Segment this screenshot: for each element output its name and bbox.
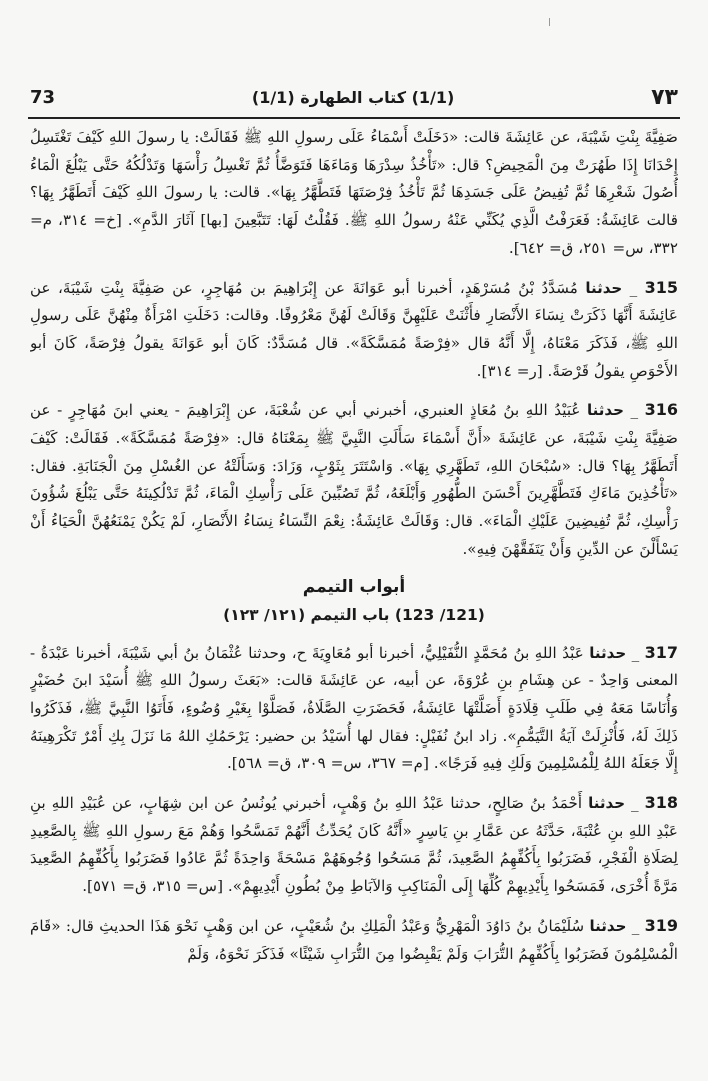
hadith-319: 319 _ حدثنا سُلَيْمَانُ بنُ دَاوُدَ الْمَهْرِيُّ وَعَبْدُ الْمَلِكِ بنُ شُعَيْبٍ، عن ابن وَهْبٍ نَحْوَ هَذَا الحديثِ قال: «قَامَ الْمُسْلِمُونَ فَضَرَبُوا بِأَكُفِّهِمُ التُّرَابَ وَلَمْ يَقْبِضُوا مِنَ التُّرَابِ شَيْئًا» فَذَكَرَ نَحْوَهُ، وَلَمْ [30, 915, 678, 963]
running-title: (1/1) كتاب الطهارة (1/1) [251, 87, 455, 107]
hadith-315: 315 _ حدثنا مُسَدَّدُ بْنُ مُسَرْهَدٍ، أخبرنا أبو عَوَانَةَ عن إِبْرَاهِيمَ بن مُهَاجِرٍ، عن صَفِيَّةَ بِنْتِ شَيْبَةَ، عن عَائِشَةَ أَنَّهَا ذَكَرَتْ نِسَاءَ الأَنْصَارِ فأَثْنَتْ عَلَيْهِنَّ وَقَالَتْ لَهُنَّ مَعْرُوفًا. وقالت: دَخَلَتِ امْرَأَةٌ مِنْهُنَّ عَلَى رسولِ اللهِ ﷺ، فَذَكَرَ مَعْنَاهُ، إِلَّا أَنَّهُ قال «فِرْصَةً مُمَسَّكَةً». قال مُسَدَّدٌ: كَانَ أبو عَوَانَةَ يقولُ فِرْصَةً، كَانَ أبو الأَحْوَصِ يقولُ قَرْصَةً. [ر= ٣١٤]. [30, 277, 678, 380]
header-rule [28, 117, 680, 119]
haddathana-keyword: حدثنا [585, 278, 623, 297]
hadith-316: 316 _ حدثنا عُبَيْدُ اللهِ بنُ مُعَاذٍ العنبري، أخبرني أبي عن شُعْبَةَ، عن إِبْرَاهِيمَ - يعني ابنَ مُهَاجِرٍ - عن صَفِيَّةَ بِنْتِ شَيْبَةَ، عن عَائِشَةَ «أَنَّ أَسْمَاءَ سَأَلَتِ النَّبِيَّ ﷺ بِمَعْنَاهُ قال: «فِرْصَةً مُمَسَّكَةً». فَقَالَتْ: كَيْفَ أَتَطَهَّرُ بِهَا؟ قال: «سُبْحَانَ اللهِ، تَطَهَّرِي بِهَا». وَاسْتَتَرَ بِثَوْبٍ، وَزَادَ: وَسَأَلَتْهُ عن الغُسْلِ مِنَ الْجَنَابَةِ. فقال: «تَأْخُذِينَ مَاءَكِ فَتَطَّهَّرِينَ أَحْسَنَ الطُّهُورِ وَأَبْلَغَهُ، ثُمَّ تَصُبِّينَ عَلَى رَأْسِكِ الْمَاءَ، ثُمَّ تَدْلُكِينَهُ حَتَّى يَبْلُغَ شُؤُونَ رَأْسِكِ، ثُمَّ تُفِيضِينَ عَلَيْكِ الْمَاءَ». قال: وَقَالَتْ عَائِشَةُ: نِعْمَ النِّسَاءُ نِسَاءُ الأَنْصَارِ، لَمْ يَكُنْ يَمْنَعُهُنَّ الْحَيَاءُ أَنْ يَسْأَلْنَ عن الدِّينِ وَأَنْ يَتَفَقَّهْنَ فِيهِ». [30, 400, 678, 558]
section-title: أبواب التيمم [302, 576, 406, 597]
hadith-text: عُبَيْدُ اللهِ بنُ مُعَاذٍ العنبري، أخبرني أبي عن شُعْبَةَ، عن إِبْرَاهِيمَ - يعني ابنَ مُهَاجِرٍ - عن صَفِيَّةَ بِنْتِ شَيْبَةَ، عن عَائِشَةَ «أَنَّ أَسْمَاءَ سَأَلَتِ النَّبِيَّ ﷺ بِمَعْنَاهُ قال: «فِرْصَةً مُمَسَّكَةً». فَقَالَتْ: كَيْفَ أَتَطَهَّرُ بِهَا؟ قال: «سُبْحَانَ اللهِ، تَطَهَّرِي بِهَا». وَاسْتَتَرَ بِثَوْبٍ، وَزَادَ: وَسَأَلَتْهُ عن الغُسْلِ مِنَ الْجَنَابَةِ. فقال: «تَأْخُذِينَ مَاءَكِ فَتَطَّهَّرِينَ أَحْسَنَ الطُّهُورِ وَأَبْلَغَهُ، ثُمَّ تَصُبِّينَ عَلَى رَأْسِكِ الْمَاءَ، ثُمَّ تَدْلُكِينَهُ حَتَّى يَبْلُغَ شُؤُونَ رَأْسِكِ، ثُمَّ تُفِيضِينَ عَلَيْكِ الْمَاءَ». قال: وَقَالَتْ عَائِشَةُ: نِعْمَ النِّسَاءُ نِسَاءُ الأَنْصَارِ، لَمْ يَكُنْ يَمْنَعُهُنَّ الْحَيَاءُ أَنْ يَسْأَلْنَ عن الدِّينِ وَأَنْ يَتَفَقَّهْنَ فِيهِ». [30, 401, 678, 558]
hadith-number: 319 [644, 915, 678, 935]
haddathana-keyword: حدثنا [587, 401, 624, 420]
hadith-text: عَبْدُ اللهِ بنُ مُحَمَّدٍ النُّفَيْلِيُّ، أخبرنا أبو مُعَاوِيَةَ ح، وحدثنا عُثْمَانُ بنُ أبي شَيْبَةَ، أخبرنا عَبْدَةُ - المعنى وَاحِدٌ - عن هِشَامِ بنِ عُرْوَةَ، عن أبيه، عن عَائِشَةَ قالت: «بَعَثَ رسولُ اللهِ ﷺ أُسَيْدَ ابنَ حُضَيْرٍ وَأُنَاسًا مَعَهُ فِي طَلَبِ قِلَادَةٍ أَضَلَّتْهَا عَائِشَةُ، فَحَضَرَتِ الصَّلَاةُ، فَصَلَّوْا بِغَيْرِ وُضُوءٍ، فَأَتَوُا النَّبِيَّ ﷺ، فَذَكَرُوا ذَلِكَ لَهُ، فَأُنْزِلَتْ آيَةُ التَّيَمُّمِ». زاد ابنُ نُفَيْلٍ: فقال لها أُسَيْدُ بن حضير: يَرْحَمُكِ اللهُ مَا نَزَلَ بِكِ أَمْرٌ تَكْرَهِينَهُ إِلَّا جَعَلَهُ اللهُ لِلْمُسْلِمِينَ وَلَكِ فِيهِ فَرَجًا». [م= ٣٦٧، س= ٣٠٩، ق= ٥٦٨]. [30, 643, 678, 773]
hadith-number: 316 [644, 400, 678, 420]
haddathana-keyword: حدثنا [588, 794, 626, 813]
page-header [30, 82, 678, 112]
scan-mark [549, 18, 550, 26]
hadith-number: 318 [644, 793, 678, 813]
hadith-text: مُسَدَّدُ بْنُ مُسَرْهَدٍ، أخبرنا أبو عَوَانَةَ عن إِبْرَاهِيمَ بن مُهَاجِرٍ، عن صَفِيَّةَ بِنْتِ شَيْبَةَ، عن عَائِشَةَ أَنَّهَا ذَكَرَتْ نِسَاءَ الأَنْصَارِ فأَثْنَتْ عَلَيْهِنَّ وَقَالَتْ لَهُنَّ مَعْرُوفًا. وقالت: دَخَلَتِ امْرَأَةٌ مِنْهُنَّ عَلَى رسولِ اللهِ ﷺ، فَذَكَرَ مَعْنَاهُ، إِلَّا أَنَّهُ قال «فِرْصَةً مُمَسَّكَةً». قال مُسَدَّدٌ: كَانَ أبو عَوَانَةَ يقولُ فِرْصَةً، كَانَ أبو الأَحْوَصِ يقولُ قَرْصَةً. [ر= ٣١٤]. [30, 278, 678, 380]
continuation-paragraph: صَفِيَّةَ بِنْتِ شَيْبَةَ، عن عَائِشَةَ قالت: «دَخَلَتْ أَسْمَاءُ عَلَى رسولِ اللهِ ﷺ فَقَالَتْ: يا رسولَ اللهِ كَيْفَ تَغْتَسِلُ إِحْدَانَا إِذَا طَهُرَتْ مِنَ الْمَحِيضِ؟ قال: «تَأْخُذُ سِدْرَهَا وَمَاءَهَا فَتَوَضَّأُ ثُمَّ تَغْسِلُ رَأْسَهَا وَتَدْلُكُهُ حَتَّى يَبْلُغَ الْمَاءُ أُصُولَ شَعْرِهَا ثُمَّ تُفِيضُ عَلَى جَسَدِهَا ثُمَّ تَأْخُذُ فِرْصَتَهَا فَتَطَّهَّرُ بِهَا». قالت: يا رسولَ اللهِ كَيْفَ أَتَطَهَّرُ بِهَا؟ قالت عَائِشَةُ: فَعَرَفْتُ الَّذِي يُكَنِّي عَنْهُ رسولُ اللهِ ﷺ. فَقُلْتُ لَهَا: تَتَبَّعِينَ [بها] آثَارَ الدَّمِ». [خ= ٣١٤، م= ٣٣٢، س= ٢٥١، ق= ٦٤٢]. [30, 128, 678, 257]
hadith-number: 315 [644, 277, 678, 297]
hadith-text: سُلَيْمَانُ بنُ دَاوُدَ الْمَهْرِيُّ وَعَبْدُ الْمَلِكِ بنُ شُعَيْبٍ، عن ابن وَهْبٍ نَحْوَ هَذَا الحديثِ قال: «قَامَ الْمُسْلِمُونَ فَضَرَبُوا بِأَكُفِّهِمُ التُّرَابَ وَلَمْ يَقْبِضُوا مِنَ التُّرَابِ شَيْئًا» فَذَكَرَ نَحْوَهُ، وَلَمْ [30, 916, 678, 963]
page-number-latin: 73 [30, 86, 56, 108]
chapter-title: (121/ 123) باب التيمم (١٢١/ ١٢٣) [223, 605, 485, 624]
page-number-arabic: ٧٣ [651, 84, 678, 110]
page-body [30, 124, 678, 1073]
hadith-text: أَحْمَدُ بنُ صَالِحٍ، حدثنا عَبْدُ اللهِ بنُ وَهْبٍ، أخبرني يُونُسُ عن ابن شِهَابٍ، عن عُبَيْدِ اللهِ بنِ عَبْدِ اللهِ بنِ عُتْبَةَ، حَدَّثَهُ عن عَمَّارِ بنِ يَاسِرٍ «أَنَّهُ كَانَ يُحَدِّثُ أَنَّهُمْ تَمَسَّحُوا وَهُمْ مَعَ رسولِ اللهِ ﷺ بِالصَّعِيدِ لِصَلَاةِ الْفَجْرِ، فَضَرَبُوا بِأَكُفِّهِمُ الصَّعِيدَ، ثُمَّ مَسَحُوا وُجُوهَهُمْ مَسْحَةً وَاحِدَةً ثُمَّ عَادُوا فَضَرَبُوا بِأَكُفِّهِمُ الصَّعِيدَ مَرَّةً أُخْرَى، فَمَسَحُوا بِأَيْدِيهِمْ كُلِّهَا إِلَى الْمَنَاكِبِ وَالآبَاطِ مِنْ بُطُونِ أَيْدِيهِمْ». [س= ٣١٥، ق= ٥٧١]. [30, 794, 678, 896]
haddathana-keyword: حدثنا [589, 916, 627, 935]
hadith-318: 318 _ حدثنا أَحْمَدُ بنُ صَالِحٍ، حدثنا عَبْدُ اللهِ بنُ وَهْبٍ، أخبرني يُونُسُ عن ابن شِهَابٍ، عن عُبَيْدِ اللهِ بنِ عَبْدِ اللهِ بنِ عُتْبَةَ، حَدَّثَهُ عن عَمَّارِ بنِ يَاسِرٍ «أَنَّهُ كَانَ يُحَدِّثُ أَنَّهُمْ تَمَسَّحُوا وَهُمْ مَعَ رسولِ اللهِ ﷺ بِالصَّعِيدِ لِصَلَاةِ الْفَجْرِ، فَضَرَبُوا بِأَكُفِّهِمُ الصَّعِيدَ، ثُمَّ مَسَحُوا وُجُوهَهُمْ مَسْحَةً وَاحِدَةً ثُمَّ عَادُوا فَضَرَبُوا بِأَكُفِّهِمُ الصَّعِيدَ مَرَّةً أُخْرَى، فَمَسَحُوا بِأَيْدِيهِمْ كُلِّهَا إِلَى الْمَنَاكِبِ وَالآبَاطِ مِنْ بُطُونِ أَيْدِيهِمْ». [س= ٣١٥، ق= ٥٧١]. [30, 793, 678, 896]
hadith-317: 317 _ حدثنا عَبْدُ اللهِ بنُ مُحَمَّدٍ النُّفَيْلِيُّ، أخبرنا أبو مُعَاوِيَةَ ح، وحدثنا عُثْمَانُ بنُ أبي شَيْبَةَ، أخبرنا عَبْدَةُ - المعنى وَاحِدٌ - عن هِشَامِ بنِ عُرْوَةَ، عن أبيه، عن عَائِشَةَ قالت: «بَعَثَ رسولُ اللهِ ﷺ أُسَيْدَ ابنَ حُضَيْرٍ وَأُنَاسًا مَعَهُ فِي طَلَبِ قِلَادَةٍ أَضَلَّتْهَا عَائِشَةُ، فَحَضَرَتِ الصَّلَاةُ، فَصَلَّوْا بِغَيْرِ وُضُوءٍ، فَأَتَوُا النَّبِيَّ ﷺ، فَذَكَرُوا ذَلِكَ لَهُ، فَأُنْزِلَتْ آيَةُ التَّيَمُّمِ». زاد ابنُ نُفَيْلٍ: فقال لها أُسَيْدُ بن حضير: يَرْحَمُكِ اللهُ مَا نَزَلَ بِكِ أَمْرٌ تَكْرَهِينَهُ إِلَّا جَعَلَهُ اللهُ لِلْمُسْلِمِينَ وَلَكِ فِيهِ فَرَجًا». [م= ٣٦٧، س= ٣٠٩، ق= ٥٦٨]. [30, 642, 678, 773]
haddathana-keyword: حدثنا [589, 643, 627, 662]
hadith-number: 317 [644, 642, 678, 662]
